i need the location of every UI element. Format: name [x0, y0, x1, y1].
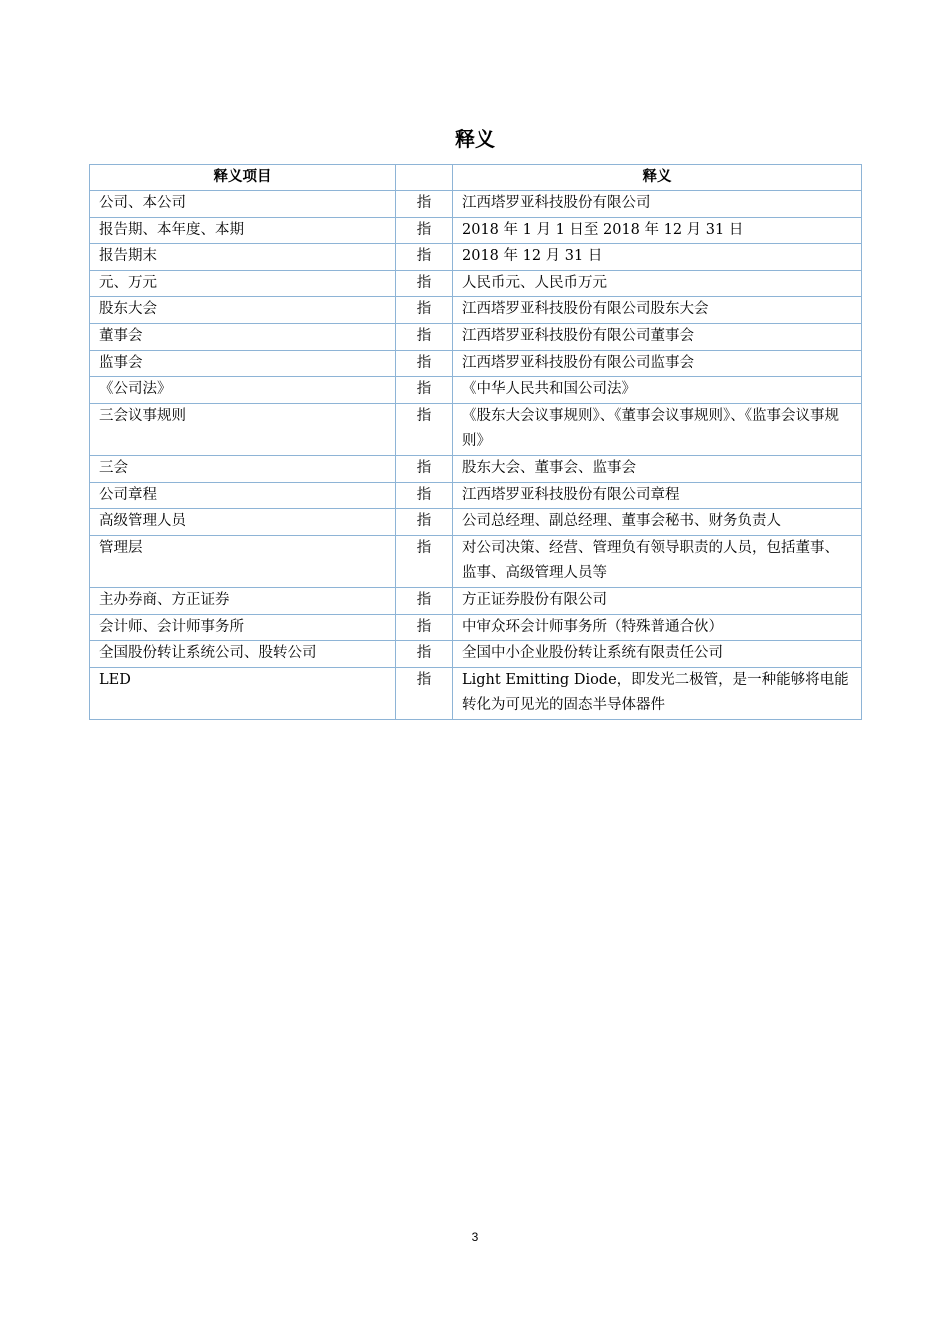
term-cell: 三会议事规则	[90, 403, 396, 455]
page-title: 释义	[455, 127, 495, 151]
table-row	[90, 350, 862, 377]
term-cell: 主办券商、方正证券	[90, 587, 396, 614]
refer-cell: 指	[396, 323, 453, 350]
refer-cell: 指	[396, 217, 453, 244]
term-cell: 元、万元	[90, 270, 396, 297]
table-row	[90, 217, 862, 244]
refer-cell: 指	[396, 587, 453, 614]
definition-cell: 《中华人民共和国公司法》	[453, 377, 862, 404]
table-row	[90, 244, 862, 271]
refer-cell: 指	[396, 403, 453, 455]
table-row	[90, 667, 862, 719]
page-number: 3	[471, 1230, 479, 1244]
refer-cell: 指	[396, 191, 453, 218]
term-cell: 会计师、会计师事务所	[90, 614, 396, 641]
refer-cell: 指	[396, 667, 453, 719]
term-cell: 全国股份转让系统公司、股转公司	[90, 641, 396, 668]
table-row	[90, 403, 862, 455]
header-refer	[396, 165, 453, 191]
table-header-row	[90, 165, 862, 191]
definition-cell: Light Emitting Diode，即发光二极管，是一种能够将电能转化为可见光的固态半导体器件	[453, 667, 862, 719]
definition-cell: 2018 年 1 月 1 日至 2018 年 12 月 31 日	[453, 217, 862, 244]
table-row	[90, 509, 862, 536]
definition-cell: 江西塔罗亚科技股份有限公司董事会	[453, 323, 862, 350]
definition-cell: 江西塔罗亚科技股份有限公司监事会	[453, 350, 862, 377]
table-row	[90, 297, 862, 324]
term-cell: 董事会	[90, 323, 396, 350]
definition-cell: 股东大会、董事会、监事会	[453, 455, 862, 482]
refer-cell: 指	[396, 297, 453, 324]
refer-cell: 指	[396, 350, 453, 377]
table-row	[90, 270, 862, 297]
definition-cell: 江西塔罗亚科技股份有限公司章程	[453, 482, 862, 509]
refer-cell: 指	[396, 509, 453, 536]
term-cell: 报告期、本年度、本期	[90, 217, 396, 244]
term-cell: 公司章程	[90, 482, 396, 509]
term-cell: 报告期末	[90, 244, 396, 271]
term-cell: 股东大会	[90, 297, 396, 324]
table-row	[90, 191, 862, 218]
term-cell: LED	[90, 667, 396, 719]
glossary-table	[89, 164, 862, 720]
definition-cell: 方正证券股份有限公司	[453, 587, 862, 614]
table-row	[90, 377, 862, 404]
table-row	[90, 614, 862, 641]
definition-cell: 江西塔罗亚科技股份有限公司	[453, 191, 862, 218]
refer-cell: 指	[396, 377, 453, 404]
term-cell: 监事会	[90, 350, 396, 377]
definition-cell: 江西塔罗亚科技股份有限公司股东大会	[453, 297, 862, 324]
refer-cell: 指	[396, 614, 453, 641]
table-row	[90, 323, 862, 350]
table-row	[90, 587, 862, 614]
definition-cell: 全国中小企业股份转让系统有限责任公司	[453, 641, 862, 668]
table-row	[90, 535, 862, 587]
refer-cell: 指	[396, 244, 453, 271]
definition-cell: 《股东大会议事规则》、《董事会议事规则》、《监事会议事规则》	[453, 403, 862, 455]
definition-cell: 2018 年 12 月 31 日	[453, 244, 862, 271]
definition-cell: 人民币元、人民币万元	[453, 270, 862, 297]
term-cell: 管理层	[90, 535, 396, 587]
table-row	[90, 641, 862, 668]
table-row	[90, 482, 862, 509]
definition-cell: 公司总经理、副总经理、董事会秘书、财务负责人	[453, 509, 862, 536]
refer-cell: 指	[396, 641, 453, 668]
refer-cell: 指	[396, 455, 453, 482]
term-cell: 公司、本公司	[90, 191, 396, 218]
refer-cell: 指	[396, 482, 453, 509]
header-definition: 释义	[453, 165, 862, 191]
term-cell: 高级管理人员	[90, 509, 396, 536]
refer-cell: 指	[396, 535, 453, 587]
table-row	[90, 455, 862, 482]
definition-cell: 中审众环会计师事务所（特殊普通合伙）	[453, 614, 862, 641]
definition-cell: 对公司决策、经营、管理负有领导职责的人员，包括董事、监事、高级管理人员等	[453, 535, 862, 587]
refer-cell: 指	[396, 270, 453, 297]
term-cell: 三会	[90, 455, 396, 482]
header-term: 释义项目	[90, 165, 396, 191]
term-cell: 《公司法》	[90, 377, 396, 404]
